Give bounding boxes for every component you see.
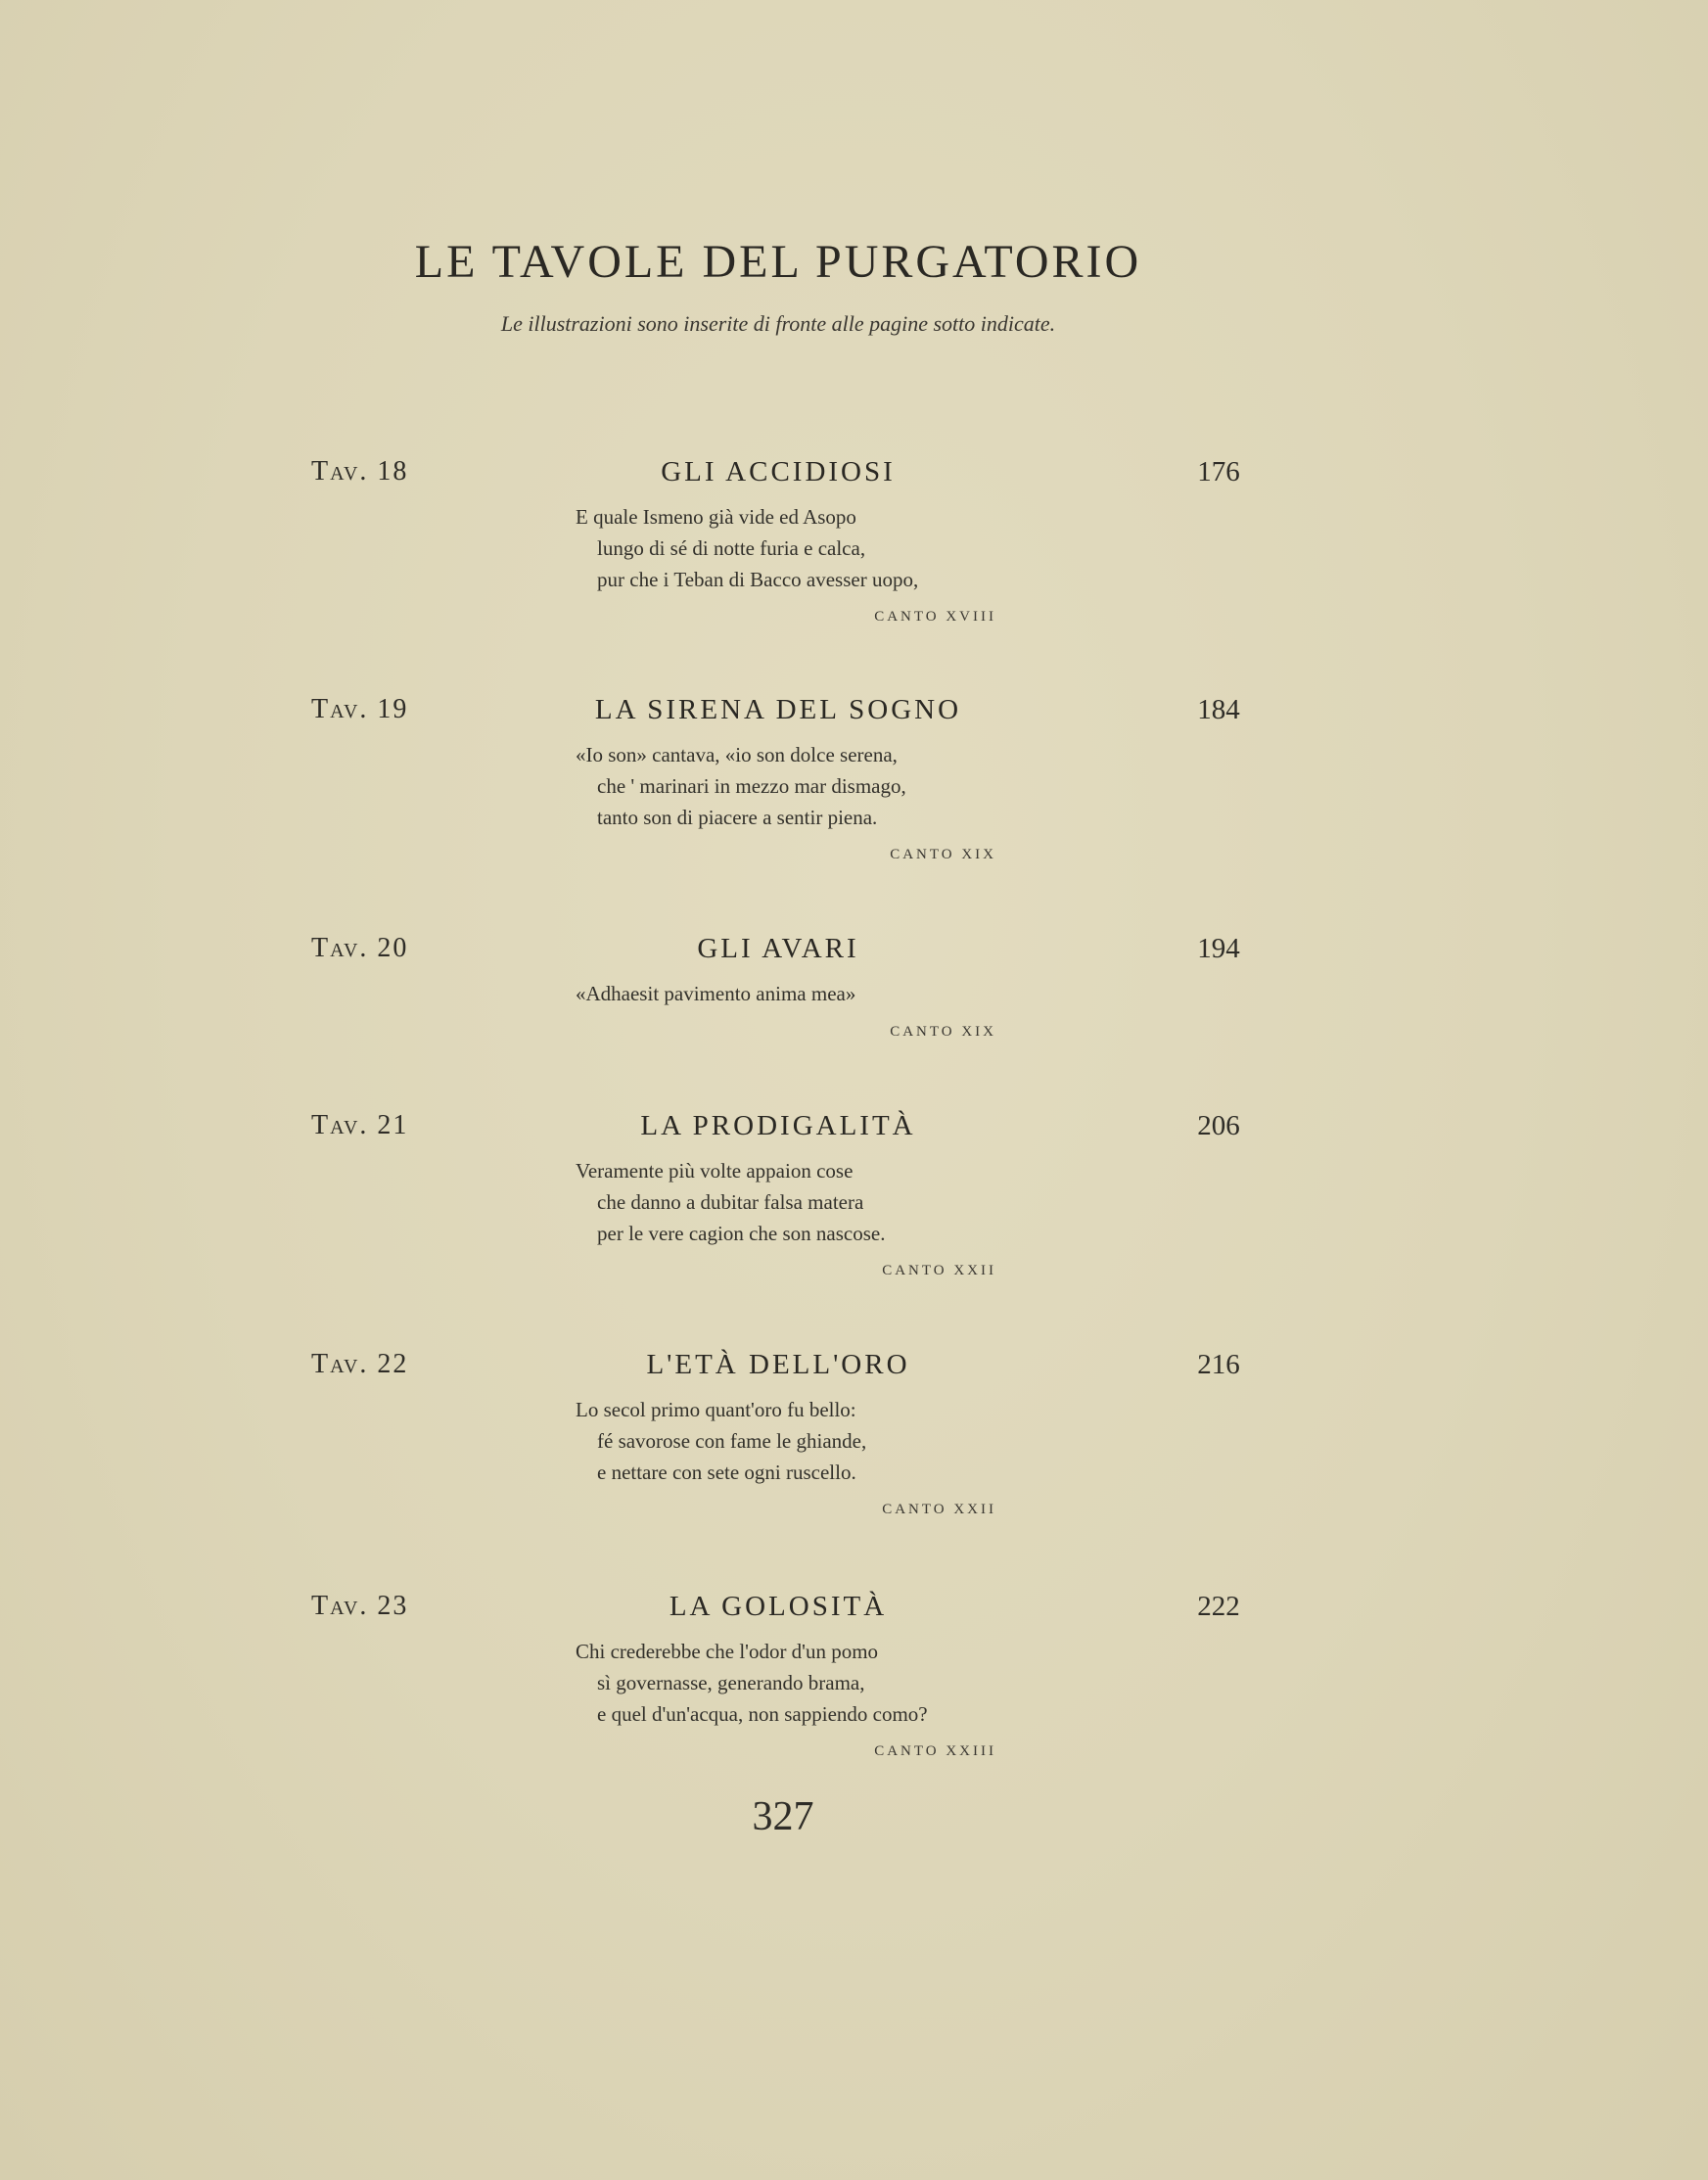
page-subtitle: Le illustrazioni sono inserite di fronte alle pagine sotto indicate. xyxy=(500,311,1056,336)
verse-line: che ' marinari in mezzo mar dismago, xyxy=(597,774,906,798)
plate-number: Tav. 21 xyxy=(311,1110,409,1140)
page-title: LE TAVOLE DEL PURGATORIO xyxy=(414,236,1142,288)
plate-page-number: 194 xyxy=(1197,933,1240,964)
plate-page-number: 222 xyxy=(1197,1591,1240,1622)
verse-line: e nettare con sete ogni ruscello. xyxy=(597,1461,856,1484)
verse-quote xyxy=(576,739,1065,833)
plate-title: GLI AVARI xyxy=(697,933,859,964)
verse-line: tanto son di piacere a sentir piena. xyxy=(597,806,878,829)
verse-line: Veramente più volte appaion cose xyxy=(576,1159,854,1183)
verse-quote xyxy=(576,1155,1065,1249)
canto-reference: CANTO XVIII xyxy=(874,609,996,625)
plate-number: Tav. 19 xyxy=(311,694,409,724)
plate-number: Tav. 23 xyxy=(311,1591,409,1621)
verse-line: «Io son» cantava, «io son dolce serena, xyxy=(576,743,898,766)
verse-line: Lo secol primo quant'oro fu bello: xyxy=(576,1398,856,1421)
plate-number: Tav. 20 xyxy=(311,933,409,963)
verse-quote xyxy=(576,501,1065,595)
canto-reference: CANTO XXII xyxy=(882,1263,996,1278)
verse-line: Chi crederebbe che l'odor d'un pomo xyxy=(576,1640,879,1663)
canto-reference: CANTO XXII xyxy=(882,1502,996,1517)
plate-page-number: 184 xyxy=(1197,694,1240,725)
verse-line: per le vere cagion che son nascose. xyxy=(597,1222,886,1245)
verse-quote xyxy=(576,1394,1065,1488)
verse-line: pur che i Teban di Bacco avesser uopo, xyxy=(597,568,919,591)
verse-line: sì governasse, generando brama, xyxy=(597,1671,865,1694)
plate-number: Tav. 22 xyxy=(311,1349,409,1379)
plate-number: Tav. 18 xyxy=(311,456,409,487)
plate-title: LA GOLOSITÀ xyxy=(669,1591,888,1622)
canto-reference: CANTO XIX xyxy=(890,1024,996,1040)
verse-line: che danno a dubitar falsa matera xyxy=(597,1190,864,1214)
canto-reference: CANTO XXIII xyxy=(874,1743,996,1759)
plate-title: GLI ACCIDIOSI xyxy=(661,456,896,487)
plate-page-number: 176 xyxy=(1197,456,1240,487)
verse-line: e quel d'un'acqua, non sappiendo como? xyxy=(597,1702,928,1726)
verse-line: lungo di sé di notte furia e calca, xyxy=(597,536,866,560)
plate-title: L'ETÀ DELL'ORO xyxy=(646,1349,910,1380)
verse-line: «Adhaesit pavimento anima mea» xyxy=(576,982,856,1005)
plate-title: LA PRODIGALITÀ xyxy=(640,1110,916,1141)
verse-quote xyxy=(576,978,1065,1009)
verse-line: E quale Ismeno già vide ed Asopo xyxy=(576,505,856,529)
canto-reference: CANTO XIX xyxy=(890,847,996,862)
plate-page-number: 206 xyxy=(1197,1110,1240,1141)
page-folio-number: 327 xyxy=(752,1794,814,1839)
plate-title: LA SIRENA DEL SOGNO xyxy=(594,694,962,725)
plate-page-number: 216 xyxy=(1197,1349,1240,1380)
verse-quote xyxy=(576,1636,1065,1730)
verse-line: fé savorose con fame le ghiande, xyxy=(597,1429,867,1453)
